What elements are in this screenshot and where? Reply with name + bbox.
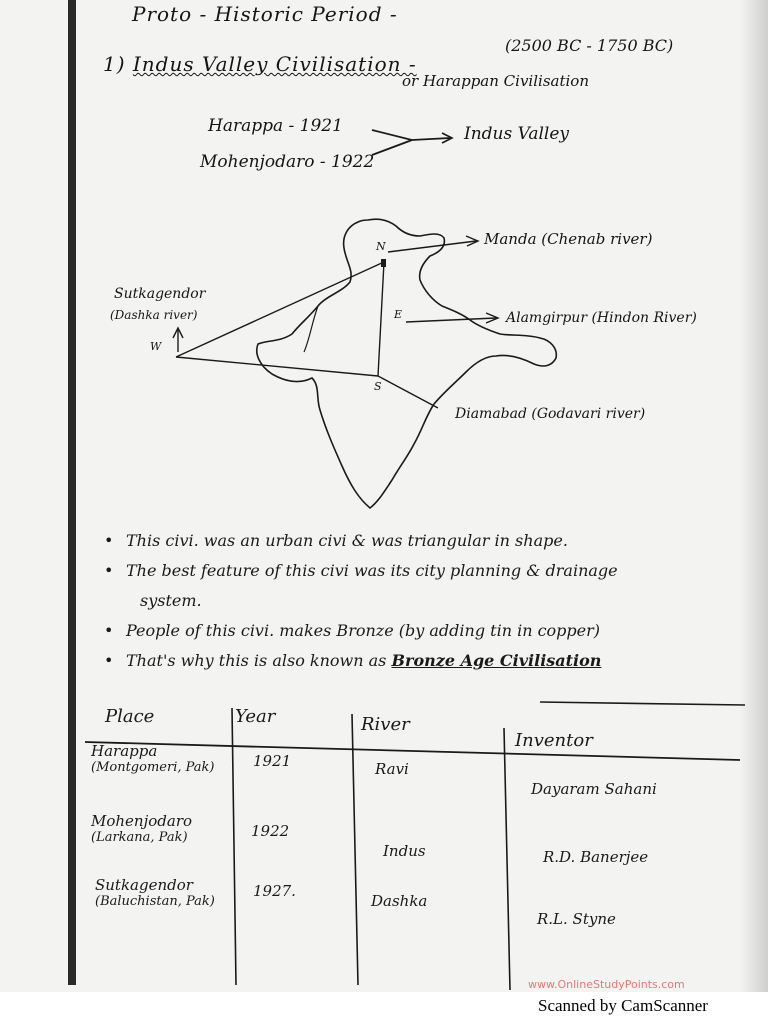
cell-location: (Baluchistan, Pak) [95,894,215,909]
cell-year: 1927. [253,882,296,900]
bullet-urban-civi: • This civi. was an urban civi & was triangular in shape. [100,526,760,556]
cell-river: Ravi [375,760,409,778]
cell-year: 1921 [253,752,292,770]
north-marker [381,259,386,267]
section-number: 1) [103,52,126,76]
alternate-name: or Harappan Civilisation [402,72,589,90]
section-label: Indus Valley Civilisation - [132,52,417,76]
arrow-to-manda [388,241,476,252]
watermark-url: www.OnlineStudyPoints.com [528,978,685,991]
scanner-label: Scanned by CamScanner [538,996,708,1015]
map-label-west: W [150,340,162,353]
cell-place: Sutkagendor [95,876,193,894]
bullet-bronze: • People of this civi. makes Bronze (by adding tin in copper) [100,616,760,646]
cell-inventor: R.L. Styne [537,910,616,928]
cell-location: (Larkana, Pak) [91,830,188,845]
map-label-north: N [376,240,386,253]
cell-inventor: Dayaram Sahani [531,780,657,798]
bronze-age-emphasis: Bronze Age Civilisation [391,651,602,670]
notes-bullet-list [100,526,760,676]
table-row-harappa [91,742,214,775]
table-header-river: River [361,714,410,735]
map-label-sutkagendor: Sutkagendor [114,286,206,302]
cell-year: 1922 [251,822,290,840]
table-header-year: Year [235,706,276,727]
map-label-alamgirpur: Alamgirpur (Hindon River) [506,310,697,326]
period-range: (2500 BC - 1750 BC) [505,36,674,55]
cell-place: Harappa [91,742,158,760]
map-label-east: E [394,308,403,321]
bullet-city-planning: • The best feature of this civi was its city planning & drainage [100,556,760,586]
cell-inventor: R.D. Banerjee [543,848,649,866]
map-label-manda: Manda (Chenab river) [484,230,653,248]
map-label-south: S [374,380,382,393]
cell-river: Indus [383,842,426,860]
triangle-line-south [176,357,378,376]
discovery-site-harappa: Harappa - 1921 [208,116,343,136]
discovery-result: Indus Valley [464,124,570,144]
table-header-place: Place [105,706,155,727]
table-header-inventor: Inventor [515,730,593,751]
cell-river: Dashka [371,892,428,910]
bullet-bronze-age: • That's why this is also known as Bronze Age Civilisation [100,646,760,676]
bullet-city-planning-cont: system. [140,591,202,610]
line-to-diamabad [378,376,438,408]
discovery-site-mohenjodaro: Mohenjodaro - 1922 [200,152,375,172]
table-row-sutkagendor [95,876,215,909]
triangle-line-vertical [378,262,384,376]
cell-place: Mohenjodaro [91,812,193,830]
arrow-to-alamgirpur [406,318,496,322]
map-label-sutkagendor-river: (Dashka river) [110,308,198,322]
cell-location: (Montgomeri, Pak) [91,760,215,775]
india-outline [257,219,557,508]
triangle-line-north [176,262,384,357]
sites-table [85,700,745,990]
page-title: Proto - Historic Period - [132,2,398,26]
table-row-mohenjodaro [91,812,192,845]
discovery-arrow [372,130,450,155]
map-label-diamabad: Diamabad (Godavari river) [455,406,646,422]
